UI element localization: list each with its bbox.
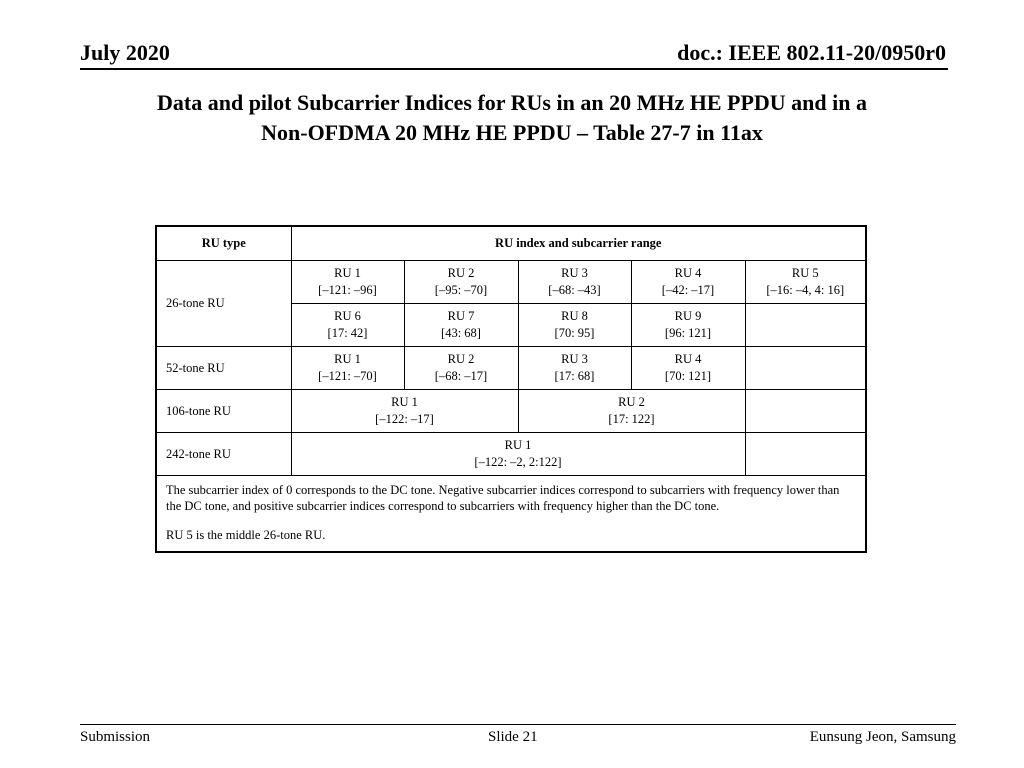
- ru-range: [–95: –70]: [434, 283, 488, 297]
- ru-name: RU 3: [561, 266, 588, 280]
- table-note-row: [156, 476, 866, 553]
- row-label-106-tone: 106-tone RU: [156, 390, 291, 433]
- table-cell: [631, 304, 745, 347]
- table-cell: [404, 304, 518, 347]
- table-cell: [291, 347, 404, 390]
- ru-name: RU 4: [674, 352, 702, 366]
- table-row: [156, 347, 866, 390]
- table-cell: [291, 390, 518, 433]
- footer-submission: Submission: [80, 729, 151, 745]
- empty-cell: [745, 304, 866, 347]
- row-label-26-tone: 26-tone RU: [156, 261, 291, 347]
- empty-cell: [745, 390, 866, 433]
- ru-name: RU 4: [674, 266, 702, 280]
- ru-table-container: [155, 225, 865, 553]
- empty-cell: [745, 347, 866, 390]
- ru-name: RU 6: [334, 309, 361, 323]
- header-ru-type: RU type: [156, 226, 291, 261]
- table-header-row: [156, 226, 866, 261]
- note-dc-tone: The subcarrier index of 0 corresponds to the DC tone. Negative subcarrier indices correspond to subcarriers with frequency lower than the DC tone, and positive subcarrier indices correspond to subcarriers with frequency higher than the DC tone.: [166, 483, 840, 513]
- table-cell: [404, 261, 518, 304]
- ru-range: [–16: –4, 4: 16]: [766, 283, 845, 297]
- ru-range: [–68: –43]: [548, 283, 601, 297]
- ru-name: RU 2: [447, 266, 475, 280]
- ru-name: RU 5: [791, 266, 819, 280]
- ru-range: [70: 121]: [664, 369, 712, 383]
- ru-name: RU 1: [391, 395, 418, 409]
- title-line-2: Non-OFDMA 20 MHz HE PPDU – Table 27-7 in 11ax: [261, 120, 763, 145]
- table-cell: [291, 433, 745, 476]
- table-cell: [631, 347, 745, 390]
- row-label-52-tone: 52-tone RU: [156, 347, 291, 390]
- ru-range: [–121: –70]: [318, 369, 377, 383]
- ru-range: [–68: –17]: [434, 369, 488, 383]
- ru-name: RU 7: [447, 309, 475, 323]
- table-cell: [291, 304, 404, 347]
- table-note: [156, 476, 866, 553]
- ru-range: [–122: –17]: [375, 412, 434, 426]
- ru-range: [17: 122]: [608, 412, 655, 426]
- table-row: [156, 261, 866, 304]
- empty-cell: [745, 433, 866, 476]
- footer-rule: [80, 724, 956, 725]
- footer-slide-number: Slide 21: [488, 729, 538, 745]
- ru-name: RU 2: [447, 352, 475, 366]
- ru-range: [17: 68]: [554, 369, 595, 383]
- table-cell: [518, 347, 631, 390]
- table-cell: [518, 261, 631, 304]
- footer-author: Eunsung Jeon, Samsung: [809, 729, 956, 745]
- table-cell: [518, 390, 745, 433]
- ru-name: RU 1: [334, 352, 361, 366]
- table-cell: [291, 261, 404, 304]
- ru-range: [43: 68]: [441, 326, 481, 340]
- ru-name: RU 8: [561, 309, 588, 323]
- ru-subcarrier-table: [155, 225, 867, 553]
- table-row: [156, 433, 866, 476]
- table-cell: [518, 304, 631, 347]
- ru-range: [–122: –2, 2:122]: [474, 455, 562, 469]
- ru-range: [70: 95]: [554, 326, 595, 340]
- header-ru-range: RU index and subcarrier range: [291, 226, 866, 261]
- header-doc-id: doc.: IEEE 802.11-20/0950r0: [677, 40, 946, 65]
- note-middle-ru: RU 5 is the middle 26-tone RU.: [166, 528, 326, 542]
- ru-name: RU 9: [674, 309, 702, 323]
- ru-range: [–42: –17]: [661, 283, 715, 297]
- table-cell: [745, 261, 866, 304]
- ru-range: [17: 42]: [327, 326, 368, 340]
- table-cell: [631, 261, 745, 304]
- ru-name: RU 2: [618, 395, 645, 409]
- ru-name: RU 3: [561, 352, 588, 366]
- table-cell: [404, 347, 518, 390]
- ru-range: [96: 121]: [664, 326, 712, 340]
- ru-name: RU 1: [334, 266, 361, 280]
- title-line-1: Data and pilot Subcarrier Indices for RUs in an 20 MHz HE PPDU and in a: [157, 90, 867, 115]
- header-rule: [80, 68, 948, 70]
- table-row: [156, 390, 866, 433]
- ru-name: RU 1: [504, 438, 532, 452]
- header-date: July 2020: [80, 40, 170, 65]
- slide-title: [60, 88, 964, 148]
- row-label-242-tone: 242-tone RU: [156, 433, 291, 476]
- ru-range: [–121: –96]: [318, 283, 377, 297]
